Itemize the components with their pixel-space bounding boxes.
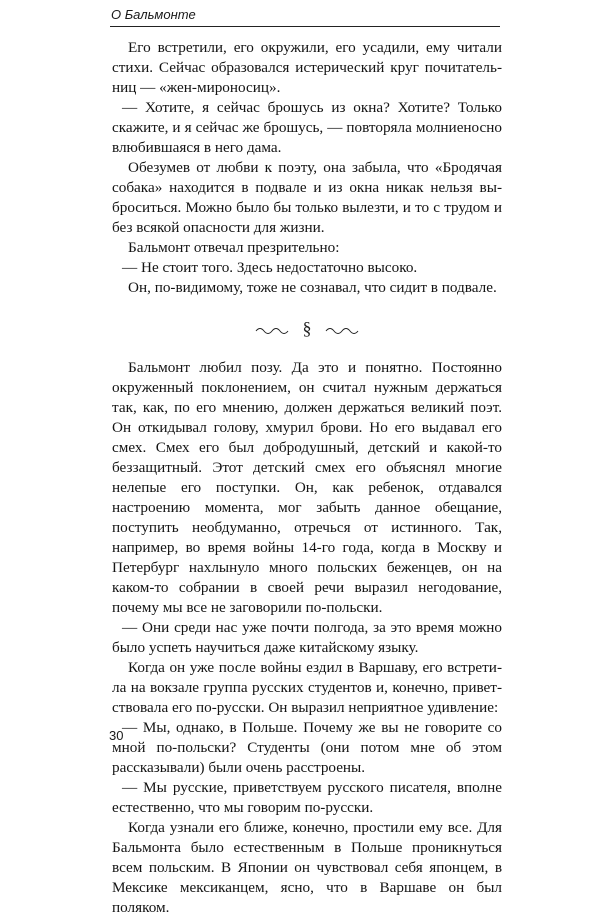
- dialog-line: — Мы, однако, в Польше. Почему же вы не говорите со мной по-польски? Студенты (они потом мне об этом рассказывали) были очень расстроены.: [112, 719, 502, 776]
- paragraph: Он, по-видимому, тоже не сознавал, что сидит в подвале.: [128, 279, 497, 296]
- paragraph: Когда узнали его ближе, конечно, простили ему все. Для Бальмонта было естественным в Польше проникнуться всем польским. В Японии он чувствовал себя японцем, в Мексике мексиканцем, ясно, что в Варшаве он был поляком.: [112, 819, 502, 916]
- paragraph: Его встретили, его окружили, его усадили, ему читали стихи. Сейчас образовался истерический круг почитательниц — «жен-мироносиц».: [112, 39, 502, 96]
- paragraph: Бальмонт отвечал презрительно:: [128, 239, 340, 256]
- section-ornament-icon: [252, 315, 362, 341]
- dialog-line: — Не стоит того. Здесь недостаточно высоко.: [122, 259, 418, 276]
- section-2: [112, 358, 502, 918]
- running-head-title: О Бальмонте: [111, 7, 196, 22]
- dialog-line: — Мы русские, приветствуем русского писателя, вполне естественно, что мы говорим по-русски.: [112, 779, 502, 816]
- section-divider: [112, 298, 502, 358]
- page-number: 30: [109, 728, 124, 743]
- paragraph: Бальмонт любил позу. Да это и понятно. Постоянно окруженный поклонением, он считал нужным держаться так, как, по его мнению, должен держаться великий поэт. Он откидывал голову, хмурил брови. Но его выдавал его смех. Смех его был добродушный, детский и какой-то беззащитный. Этот детский смех его объяснял многие нелепые его поступки. Он, как ребенок, отдавался настроению момента, мог забыть данное обещание, поступить необдуманно, отречься от истинного. Так, например, во время войны 14-го года, когда в Москву и Петербург нахлынуло много польских беженцев, он на каком-то собрании в своей речи выразил негодование, почему мы все не заговорили по-польски.: [112, 359, 502, 616]
- dialog-line: — Хотите, я сейчас брошусь из окна? Хотите? Только скажите, и я сейчас же брошусь, — повторяла молниеносно влюбившаяся в него дама.: [112, 99, 502, 156]
- paragraph: Когда он уже после войны ездил в Варшаву, его встретила на вокзале группа русских студентов и, конечно, приветствовала его по-русски. Он выразил неприятное удивление:: [112, 659, 502, 716]
- header-rule: [110, 26, 500, 27]
- paragraph: Обезумев от любви к поэту, она забыла, что «Бродячая собака» находится в подвале и из окна никак нельзя выброситься. Можно было бы только вылезти, и то с трудом и без всякой опасности для жизни.: [112, 159, 502, 236]
- dialog-line: — Они среди нас уже почти полгода, за это время можно было успеть научиться даже китайскому языку.: [112, 619, 502, 656]
- page-body: [112, 38, 502, 918]
- section-sign: §: [302, 318, 312, 338]
- section-1: [112, 38, 502, 298]
